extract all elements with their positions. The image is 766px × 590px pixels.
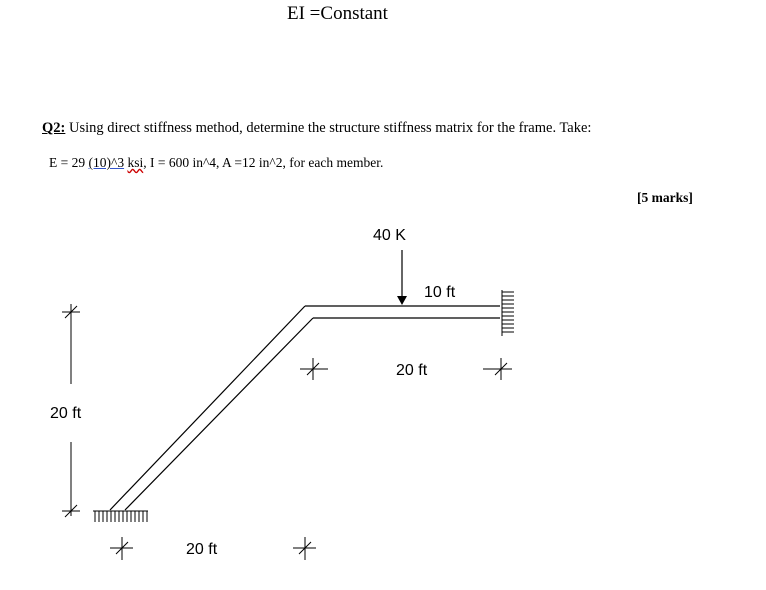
prop-rest: , I = 600 in^4, A =12 in^2, for each member. [143,155,384,170]
question-text: Using direct stiffness method, determine the structure stiffness matrix for the frame. Take: [65,120,592,136]
height-label: 20 ft [50,405,82,422]
question-number: Q2: [42,120,66,136]
prop-e-prefix: E = 29 [49,155,89,170]
horizontal-member [305,306,500,318]
fixed-support-right [502,290,514,336]
prop-e-power: (10)^3 [88,155,125,170]
right-span-label: 20 ft [396,362,428,379]
load-arrow [397,250,407,305]
load-offset-label: 10 ft [424,284,456,301]
prop-ksi-unit: ksi [127,155,144,170]
load-label: 40 K [373,227,406,244]
fixed-support-bottom [93,511,148,522]
marks-label: [5 marks] [637,190,693,205]
bottom-span-label: 20 ft [186,541,218,558]
ei-constant-label: EI =Constant [287,3,388,24]
inclined-member [110,306,313,510]
